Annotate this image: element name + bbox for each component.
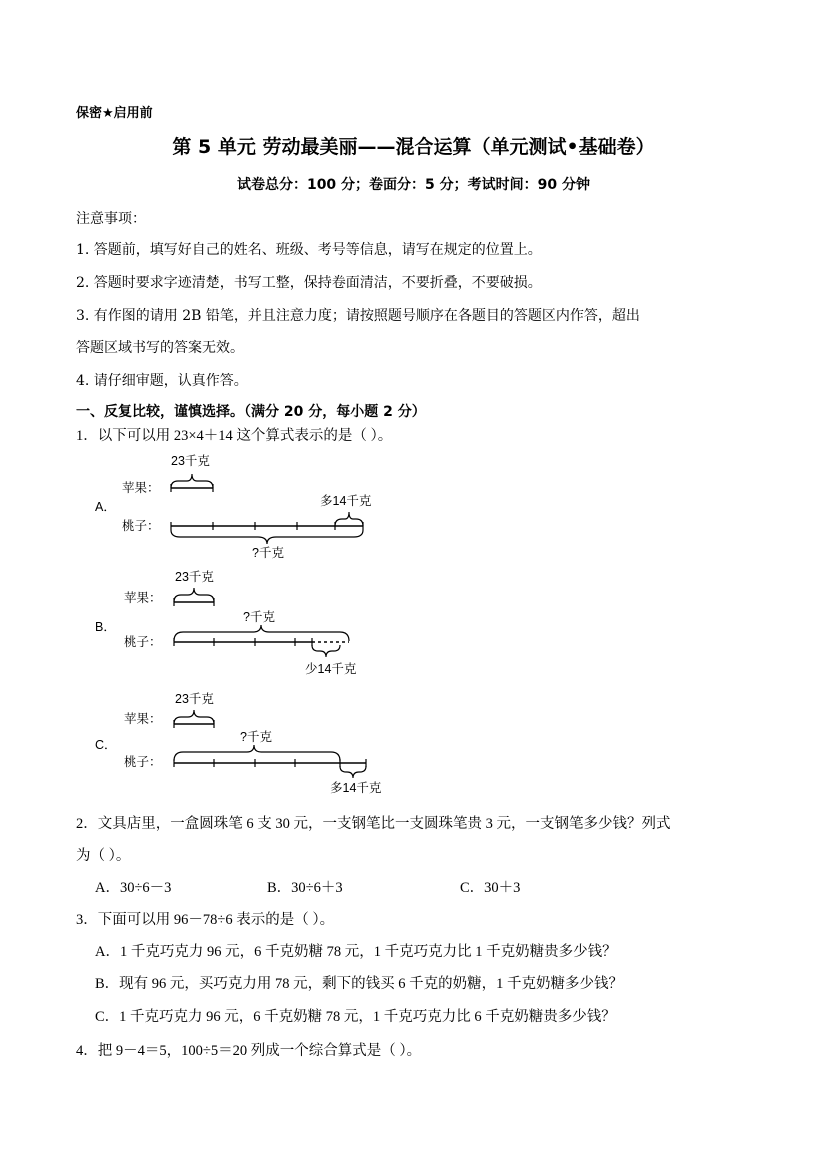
question-4-stem: 4．把 9－4＝5，100÷5＝20 列成一个综合算式是（ ）。 [76,1043,422,1059]
apple-amount: 23千克 [175,570,214,584]
q3-option-a[interactable]: A．1 千克巧克力 96 元，6 千克奶糖 78 元，1 千克巧克力比 1 千克奶糖贵多少钱？ [95,944,617,960]
apple-brace [174,588,214,602]
q2-option-c[interactable]: C．30＋3 [460,880,521,896]
notice-item: 1. 答题前，填写好自己的姓名、班级、考号等信息，请写在规定的位置上。 [76,242,542,258]
option-c-label: C． [95,738,117,752]
total-brace [174,625,349,641]
total-brace [174,745,340,761]
q2-option-b[interactable]: B．30÷6＋3 [267,880,343,896]
peach-row-label: 桃子： [122,519,160,533]
page-title: 第 5 单元 劳动最美丽——混合运算（单元测试•基础卷） [172,136,655,158]
q3-option-b[interactable]: B．现有 96 元，买巧克力用 78 元，剩下的钱买 6 千克的奶糖，1 千克奶糖多少钱？ [95,976,624,992]
extra-brace [335,512,363,526]
total-amount: ?千克 [252,546,284,560]
option-b-label: B． [95,620,116,634]
option-b-diagram[interactable] [90,565,410,680]
apple-brace [174,710,214,724]
apple-row-label: 苹果： [124,712,162,726]
secret-label: 保密★启用前 [76,106,153,121]
extra-amount: 多14千克 [320,494,372,508]
apple-row-label: 苹果： [122,481,160,495]
peach-row-label: 桃子： [124,755,162,769]
notice-item: 3. 有作图的请用 2B 铅笔，并且注意力度；请按照题号顺序在各题目的答题区内作答，超出 [76,308,640,324]
less-brace [312,645,340,657]
option-a-diagram[interactable] [90,450,410,565]
total-amount: ?千克 [243,610,275,624]
apple-row-label: 苹果： [124,591,162,605]
question-2-stem: 2．文具店里，一盒圆珠笔 6 支 30 元，一支钢笔比一支圆珠笔贵 3 元，一支钢笔多少钱？列式 [76,816,671,832]
section-heading: 一、反复比较，谨慎选择。（满分 20 分，每小题 2 分） [76,404,426,420]
apple-amount: 23千克 [175,692,214,706]
total-amount: ?千克 [240,730,272,744]
notice-item: 答题区域书写的答案无效。 [76,340,244,356]
option-c-diagram[interactable] [90,686,410,801]
question-1-stem: 1．以下可以用 23×4＋14 这个算式表示的是（ ）。 [76,428,393,444]
peach-row-label: 桃子： [124,635,162,649]
total-brace [171,530,363,544]
notice-item: 4. 请仔细审题，认真作答。 [76,373,248,389]
option-a-label: A． [95,500,116,514]
extra-amount: 多14千克 [330,781,382,795]
less-amount: 少14千克 [305,662,357,676]
exam-info: 试卷总分：100 分；卷面分：5 分；考试时间：90 分钟 [236,177,591,193]
question-2-stem-cont: 为（ ）。 [76,848,131,864]
question-3-stem: 3．下面可以用 96－78÷6 表示的是（ ）。 [76,912,335,928]
notice-item: 2. 答题时要求字迹清楚，书写工整，保持卷面清洁，不要折叠，不要破损。 [76,275,542,291]
extra-brace [340,766,366,778]
q3-option-c[interactable]: C．1 千克巧克力 96 元，6 千克奶糖 78 元，1 千克巧克力比 6 千克奶糖贵多少钱？ [95,1009,616,1025]
apple-brace [171,474,213,488]
q2-option-a[interactable]: A．30÷6－3 [95,880,172,896]
notice-heading: 注意事项： [76,211,146,227]
apple-amount: 23千克 [171,454,210,468]
